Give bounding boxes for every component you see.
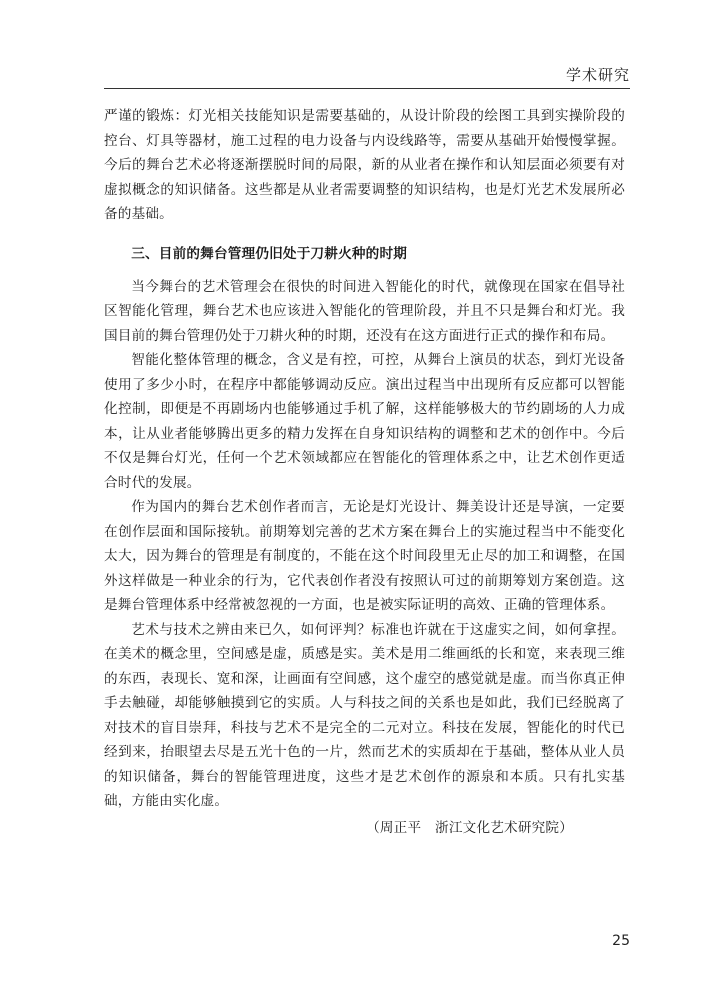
paragraph-continuation: 严谨的锻炼：灯光相关技能知识是需要基础的，从设计阶段的绘图工具到实操阶段的控台、灯具等器材，施工过程的电力设备与内设线路等，需要从基础开始慢慢掌握。今后的舞台艺术必将逐渐摆脱时间的局限，新的从业者在操作和认知层面必须要有对虚拟概念的知识储备。这些都是从业者需要调整的知识结构，也是灯光艺术发展所必备的基础。 [104,108,625,222]
paragraph: 当今舞台的艺术管理会在很快的时间进入智能化的时代，就像现在国家在倡导社区智能化管理，舞台艺术也应该进入智能化的管理阶段，并且不只是舞台和灯光。我国目前的舞台管理仍处于刀耕火种的时期，还没有在这方面进行正式的操作和布局。 [104,278,625,344]
article-body [104,104,625,854]
author-attribution: （周正平 浙江文化艺术研究院） [366,819,573,836]
section-heading: 三、目前的舞台管理仍旧处于刀耕火种的时期 [131,245,408,262]
paragraph: 艺术与技术之辨由来已久，如何评判？标准也许就在于这虚实之间，如何拿捏。在美术的概念里，空间感是虚，质感是实。美术是用二维画纸的长和宽，来表现三维的东西，表现长、宽和深，让画面有空间感，这个虚空的感觉就是虚。而当你真正伸手去触碰，却能够触摸到它的实质。人与科技之间的关系也是如此，我们已经脱离了对技术的盲目崇拜，科技与艺术不是完全的二元对立。科技在发展，智能化的时代已经到来，抬眼望去尽是五光十色的一片，然而艺术的实质却在于基础，整体从业人员的知识储备，舞台的智能管理进度，这些才是艺术创作的源泉和本质。只有扎实基础，方能由实化虚。 [104,621,625,809]
header-divider [104,88,630,89]
page-number: 25 [612,933,630,949]
paragraph: 作为国内的舞台艺术创作者而言，无论是灯光设计、舞美设计还是导演，一定要在创作层面和国际接轨。前期筹划完善的艺术方案在舞台上的实施过程当中不能变化太大，因为舞台的管理是有制度的，不能在这个时间段里无止尽的加工和调整，在国外这样做是一种业余的行为，它代表创作者没有按照认可过的前期筹划方案创造。这是舞台管理体系中经常被忽视的一方面，也是被实际证明的高效、正确的管理体系。 [104,499,625,613]
journal-section-label: 学术研究 [565,66,630,84]
paragraph: 智能化整体管理的概念，含义是有控，可控，从舞台上演员的状态，到灯光设备使用了多少小时，在程序中都能够调动反应。演出过程当中出现所有反应都可以智能化控制，即便是不再剧场内也能够通过手机了解，这样能够极大的节约剧场的人力成本，让从业者能够腾出更多的精力发挥在自身知识结构的调整和艺术的创作中。今后不仅是舞台灯光，任何一个艺术领域都应在智能化的管理体系之中，让艺术创作更适合时代的发展。 [104,352,625,491]
